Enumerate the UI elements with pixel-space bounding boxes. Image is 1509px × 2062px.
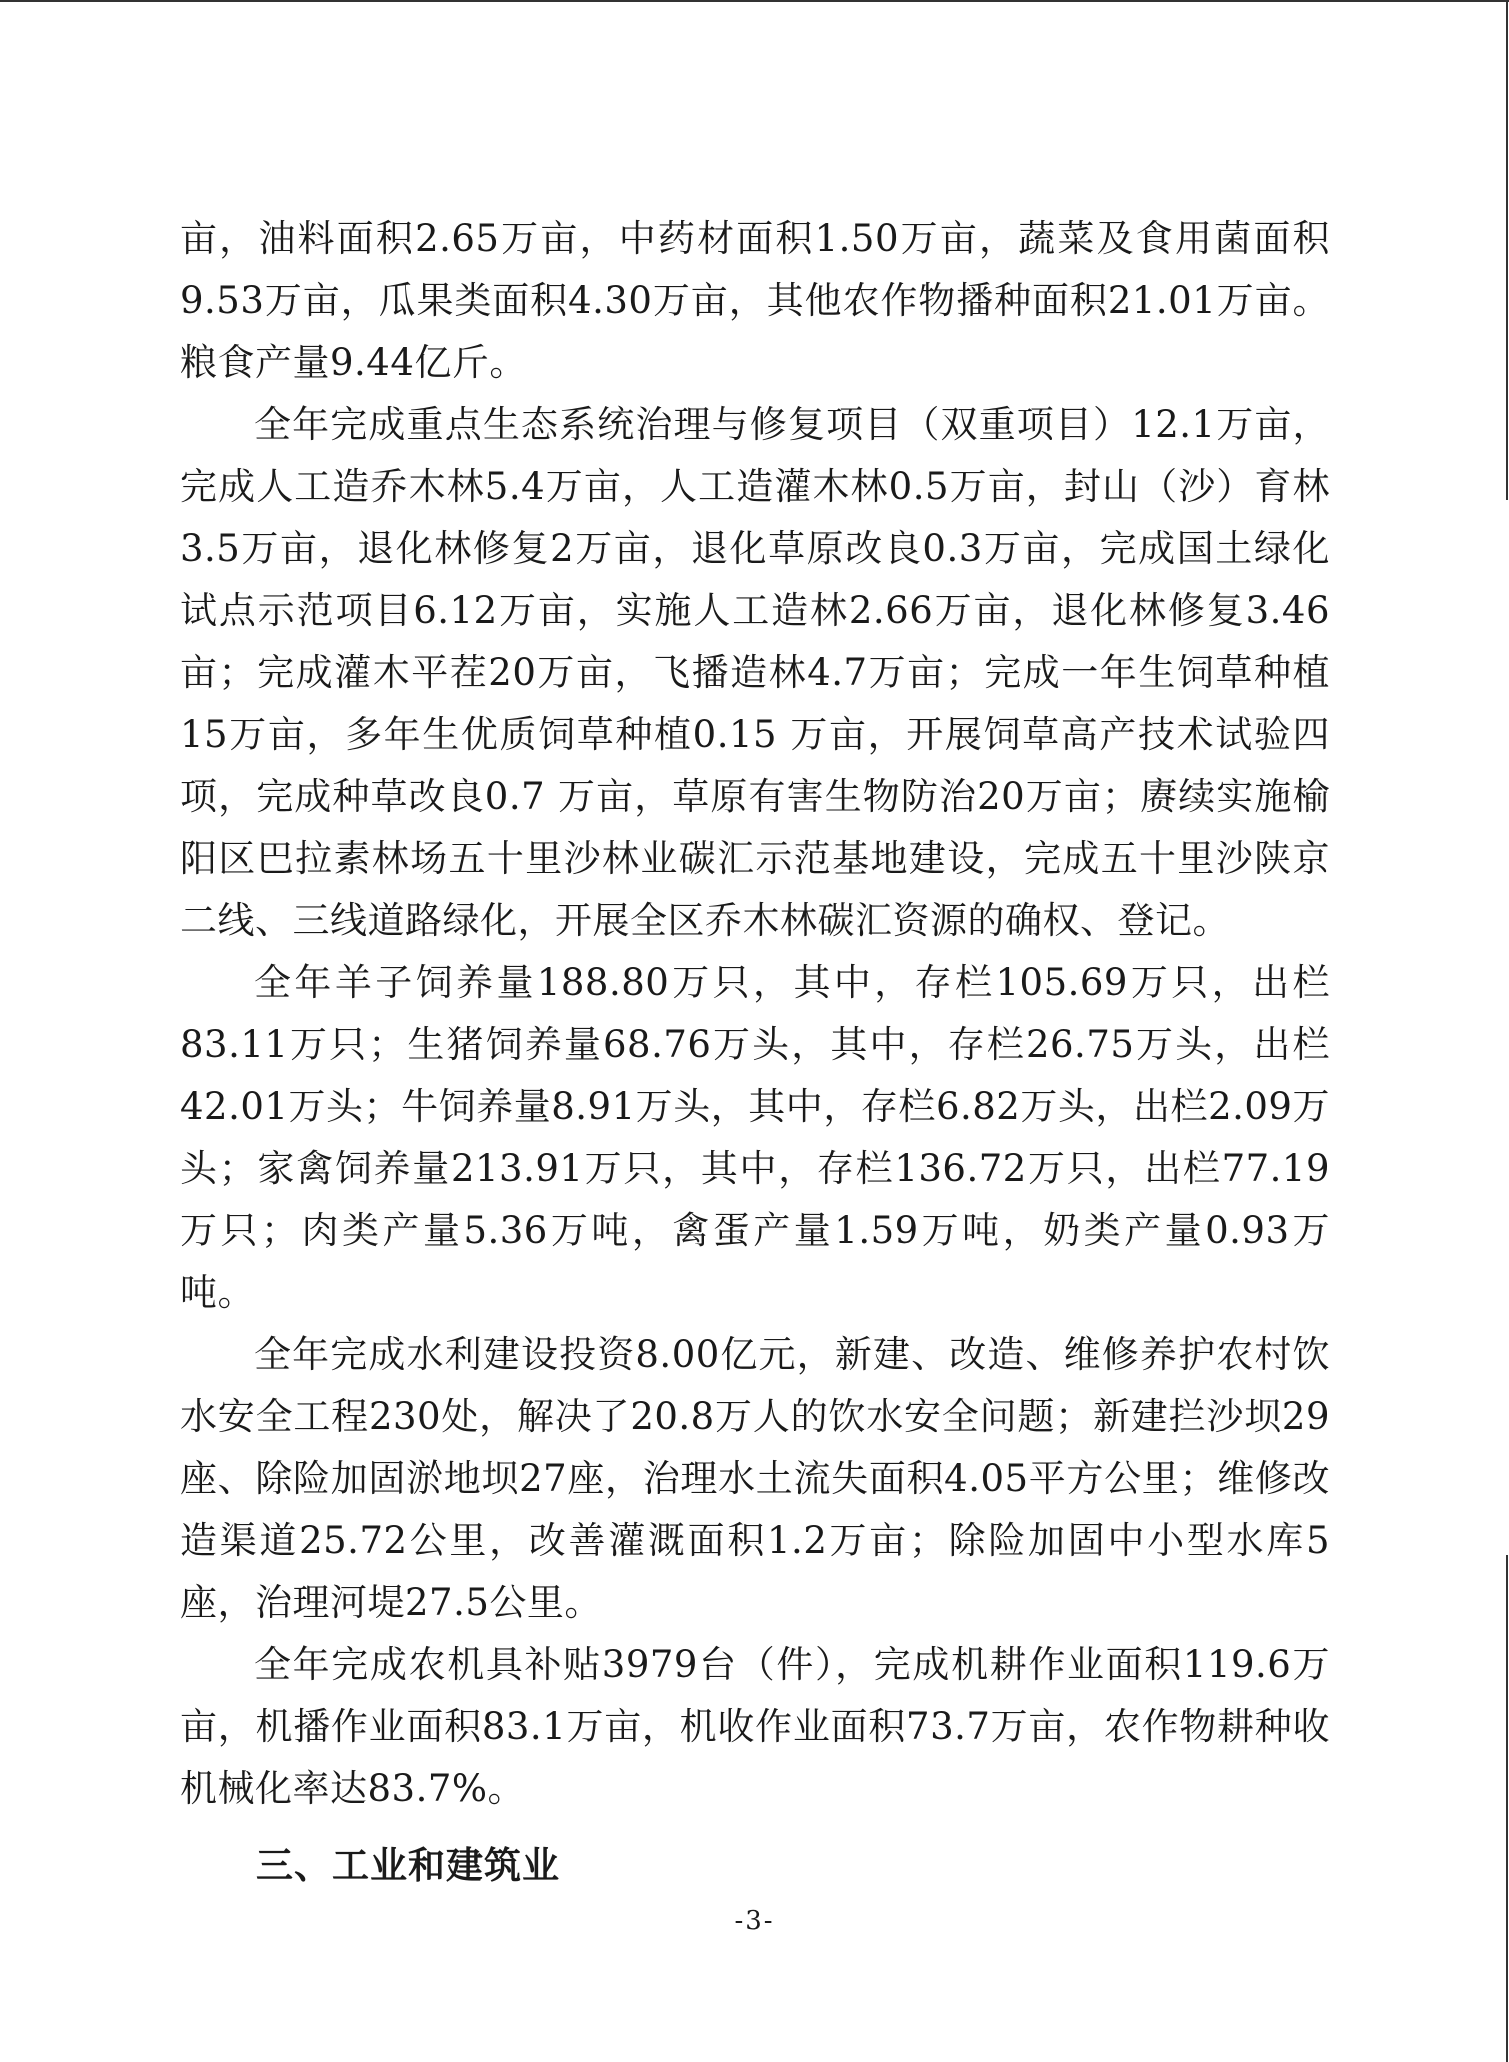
scan-border-right-lower: [1506, 1555, 1508, 2062]
paragraph-ecology: 全年完成重点生态系统治理与修复项目（双重项目）12.1万亩，完成人工造乔木林5.4万亩，人工造灌木林0.5万亩，封山（沙）育林3.5万亩，退化林修复2万亩，退化草原改良0.3万亩，完成国土绿化试点示范项目6.12万亩，实施人工造林2.66万亩，退化林修复3.46亩；完成灌木平茬20万亩，飞播造林4.7万亩；完成一年生饲草种植15万亩，多年生优质饲草种植0.15 万亩，开展饲草高产技术试验四项，完成种草改良0.7 万亩，草原有害生物防治20万亩；赓续实施榆阳区巴拉素林场五十里沙林业碳汇示范基地建设，完成五十里沙陕京二线、三线道路绿化，开展全区乔木林碳汇资源的确权、登记。: [180, 403, 1330, 942]
scan-border-top: [0, 0, 1509, 2]
paragraph-livestock: 全年羊子饲养量188.80万只，其中，存栏105.69万只，出栏83.11万只；生猪饲养量68.76万头，其中，存栏26.75万头，出栏42.01万头；牛饲养量8.91万头，其中，存栏6.82万头，出栏2.09万头；家禽饲养量213.91万只，其中，存栏136.72万只，出栏77.19万只；肉类产量5.36万吨，禽蛋产量1.59万吨，奶类产量0.93万吨。: [180, 961, 1330, 1314]
body-text: [180, 208, 1330, 1820]
paragraph-water-conservancy: 全年完成水利建设投资8.00亿元，新建、改造、维修养护农村饮水安全工程230处，解决了20.8万人的饮水安全问题；新建拦沙坝29座、除险加固淤地坝27座，治理水土流失面积4.05平方公里；维修改造渠道25.72公里，改善灌溉面积1.2万亩；除险加固中小型水库5座，治理河堤27.5公里。: [180, 1333, 1330, 1624]
paragraph-crop-area: 亩，油料面积2.65万亩，中药材面积1.50万亩，蔬菜及食用菌面积9.53万亩，瓜果类面积4.30万亩，其他农作物播种面积21.01万亩。粮食产量9.44亿斤。: [180, 217, 1330, 384]
scan-border-right-upper: [1506, 0, 1508, 500]
section-heading: 三、工业和建筑业: [256, 1844, 560, 1887]
paragraph-agricultural-machinery: 全年完成农机具补贴3979台（件），完成机耕作业面积119.6万亩，机播作业面积83.1万亩，机收作业面积73.7万亩，农作物耕种收机械化率达83.7%。: [180, 1643, 1330, 1810]
page-number: -3-: [734, 1906, 775, 1936]
